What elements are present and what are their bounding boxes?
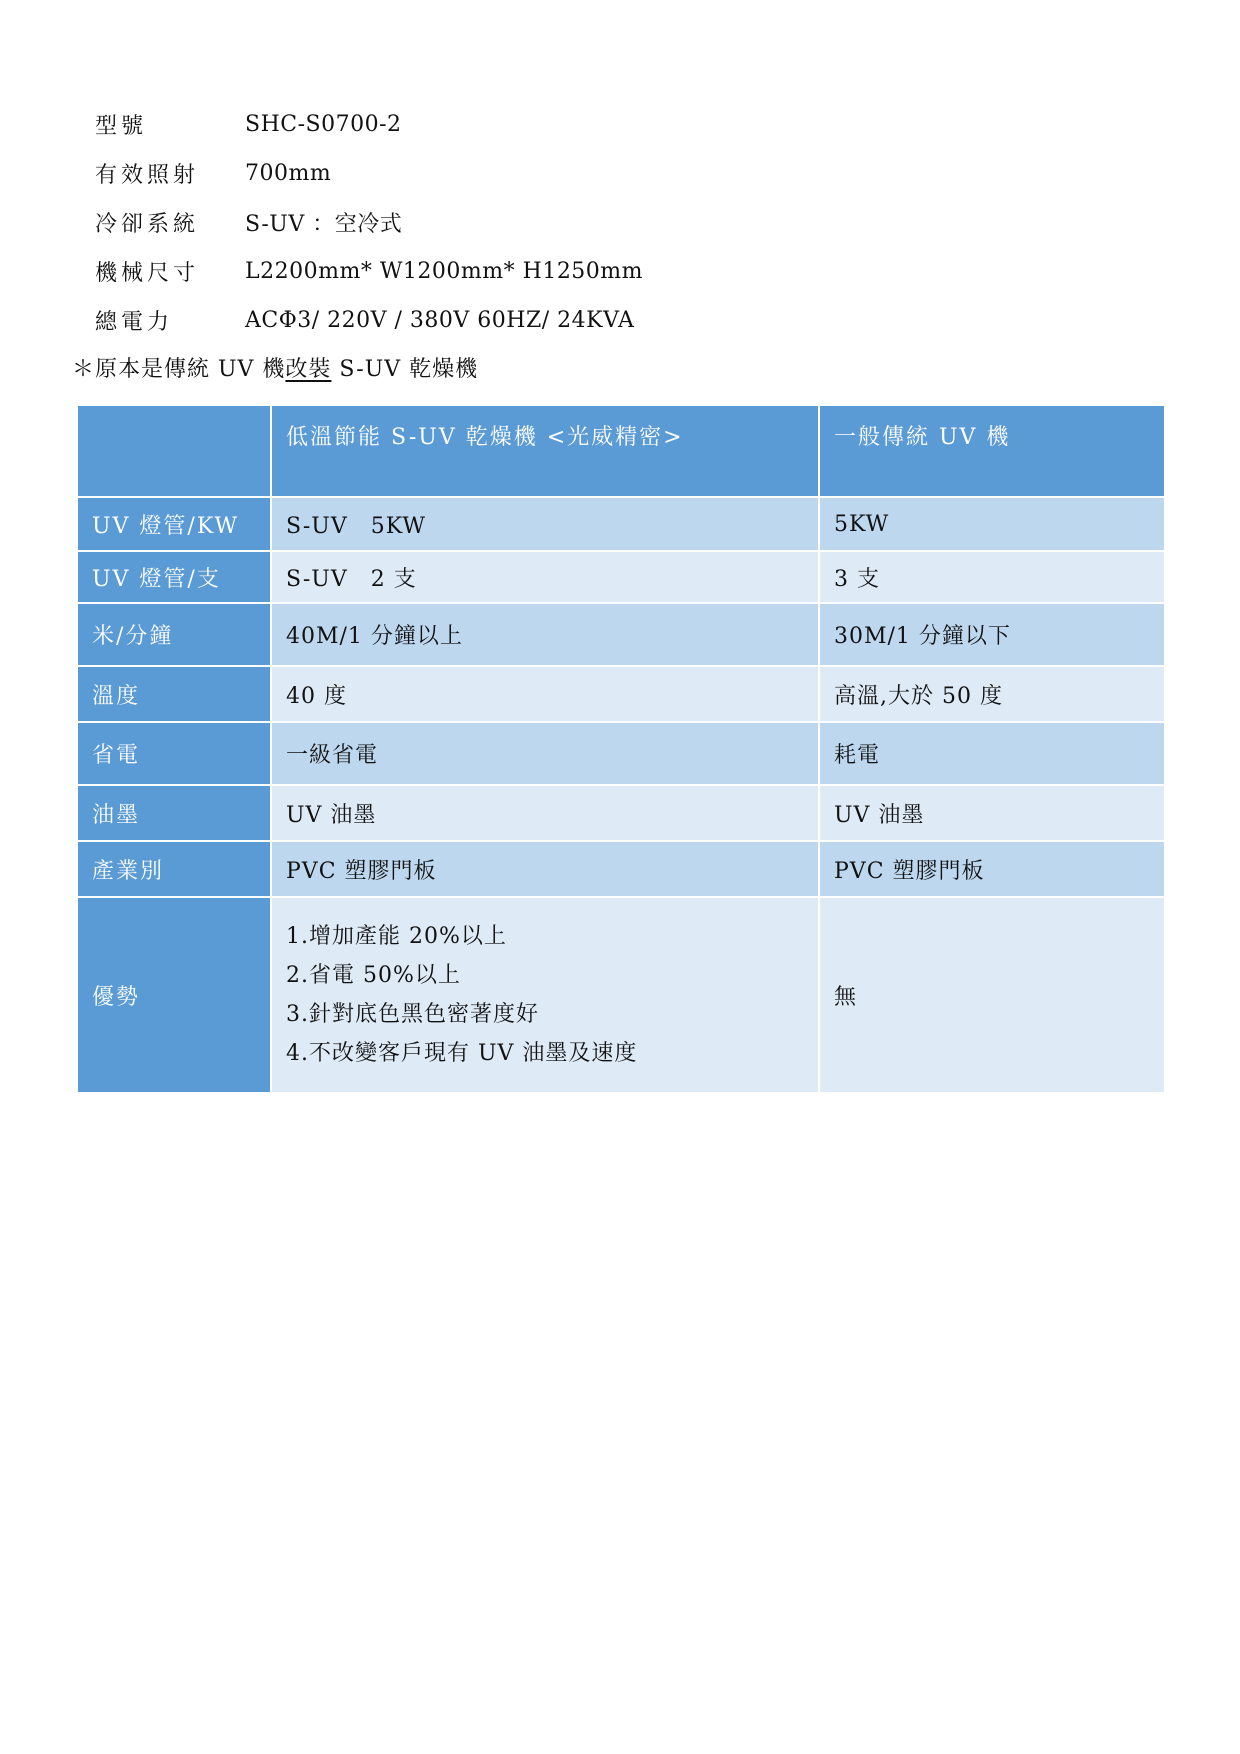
table-row xyxy=(77,603,1165,666)
advantage-item: 3.針對底色黑色密著度好 xyxy=(286,1002,539,1027)
traditional-cell: 30M/1 分鐘以下 xyxy=(819,603,1165,666)
suv-advantages-cell xyxy=(271,897,819,1093)
row-label: 省電 xyxy=(77,722,271,785)
traditional-cell: PVC 塑膠門板 xyxy=(819,841,1165,897)
advantage-item: 1.增加產能 20%以上 xyxy=(286,924,507,949)
suv-cell: 一級省電 xyxy=(271,722,819,785)
traditional-cell: 高溫,大於 50 度 xyxy=(819,666,1165,722)
spec-row-dimensions xyxy=(95,247,643,296)
spec-list xyxy=(95,100,643,345)
spec-value: 700mm xyxy=(245,161,332,186)
suv-cell: UV 油墨 xyxy=(271,785,819,841)
suv-cell: S-UV 5KW xyxy=(271,497,819,551)
note-suffix: S-UV 乾燥機 xyxy=(331,357,479,382)
table-row xyxy=(77,785,1165,841)
spec-row-irradiation xyxy=(95,149,643,198)
traditional-cell: UV 油墨 xyxy=(819,785,1165,841)
header-empty-cell xyxy=(77,405,271,497)
suv-cell: S-UV 2 支 xyxy=(271,551,819,603)
row-label: 油墨 xyxy=(77,785,271,841)
table-row-advantages xyxy=(77,897,1165,1093)
table-row xyxy=(77,722,1165,785)
spec-label: 機械尺寸 xyxy=(95,261,200,286)
retrofit-note xyxy=(72,352,478,383)
advantage-item: 2.省電 50%以上 xyxy=(286,963,461,988)
row-label: UV 燈管/KW xyxy=(77,497,271,551)
spec-label: 總電力 xyxy=(95,310,174,335)
spec-value: L2200mm* W1200mm* H1250mm xyxy=(245,259,644,284)
row-label: 產業別 xyxy=(77,841,271,897)
note-underlined: 改裝 xyxy=(285,357,332,382)
suv-cell: 40 度 xyxy=(271,666,819,722)
traditional-cell: 耗電 xyxy=(819,722,1165,785)
spec-row-model xyxy=(95,100,643,149)
header-suv-dryer: 低溫節能 S-UV 乾燥機 <光威精密> xyxy=(271,405,819,497)
spec-label: 冷卻系統 xyxy=(95,212,200,237)
header-traditional-uv: 一般傳統 UV 機 xyxy=(819,405,1165,497)
spec-value: SHC-S0700-2 xyxy=(245,112,402,137)
row-label: 米/分鐘 xyxy=(77,603,271,666)
spec-label: 有效照射 xyxy=(95,163,200,188)
advantage-item: 4.不改變客戶現有 UV 油墨及速度 xyxy=(286,1041,638,1066)
row-label: 溫度 xyxy=(77,666,271,722)
spec-label: 型號 xyxy=(95,114,148,139)
table-header-row xyxy=(77,405,1165,497)
suv-cell: PVC 塑膠門板 xyxy=(271,841,819,897)
comparison-table xyxy=(76,404,1166,1094)
row-label: 優勢 xyxy=(77,897,271,1093)
table-row xyxy=(77,841,1165,897)
spec-value: S-UV ：空冷式 xyxy=(245,212,403,237)
suv-cell: 40M/1 分鐘以上 xyxy=(271,603,819,666)
table-row xyxy=(77,666,1165,722)
table-row xyxy=(77,551,1165,603)
row-label: UV 燈管/支 xyxy=(77,551,271,603)
traditional-advantages-cell: 無 xyxy=(819,897,1165,1093)
note-prefix: ＊原本是傳統 UV 機 xyxy=(72,357,286,382)
table-row xyxy=(77,497,1165,551)
traditional-cell: 3 支 xyxy=(819,551,1165,603)
spec-value: ACΦ3/ 220V / 380V 60HZ/ 24KVA xyxy=(245,308,635,333)
spec-row-cooling xyxy=(95,198,643,247)
spec-row-power xyxy=(95,296,643,345)
traditional-cell: 5KW xyxy=(819,497,1165,551)
